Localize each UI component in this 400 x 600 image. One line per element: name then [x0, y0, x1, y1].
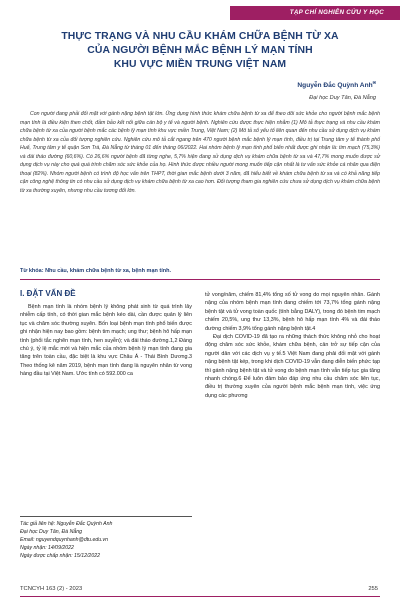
- contact-divider: [20, 516, 192, 517]
- article-title: [20, 30, 380, 72]
- page-number: 255: [368, 586, 378, 592]
- contact-author: Tác giả liên hệ: Nguyễn Đắc Quỳnh Anh: [20, 520, 113, 527]
- footer-journal: TCNCYH 163 (2) - 2023: [20, 586, 83, 592]
- author-contact-icon: ✉: [372, 80, 376, 85]
- section-title: I. ĐẶT VẤN ĐỀ: [20, 289, 76, 298]
- body-column-left: Bệnh mạn tính là nhóm bệnh lý không phát sinh từ quá trình lây nhiễm cấp tính, có thời gian mắc bệnh kéo dài, cần được quản lý liên tục và chăm sóc thường xuyên. Bốn loại bệnh mạn tính phổ biến được ghi nhận hiện nay bao gồm: bệnh tim mạch; ung thư; bệnh hô hấp mạn tính (phổi tắc nghẽn mạn tính, hen suyễn); và đái tháo đường.1,2 Đáng chú ý, tỷ lệ mắc mới và hiện mắc của nhóm bệnh lý mạn tính đang gia tăng trên toàn cầu, đặc biệt là khu vực Châu Á - Thái Bình Dương.3 Theo thống kê năm 2019, bệnh mạn tính đang là nguyên nhân từ vong hàng đầu tại Việt Nam. Ước tính có 592.000 ca: [20, 304, 192, 378]
- title-line-2: CỦA NGƯỜI BỆNH MẮC BỆNH LÝ MẠN TÍNH: [87, 45, 313, 56]
- contact-email: Email: nguyendquynhanh@dtu.edu.vn: [20, 536, 109, 543]
- author-name-text: Nguyễn Đắc Quỳnh Anh: [297, 82, 373, 90]
- accepted-date: Ngày được chấp nhận: 15/12/2022: [20, 553, 100, 560]
- divider: [20, 279, 380, 280]
- body-column-right: [205, 291, 380, 400]
- received-date: Ngày nhận: 14/09/2022: [20, 545, 74, 552]
- keywords: Từ khóa: Nhu cầu, khám chữa bệnh từ xa, bệnh mạn tính.: [20, 268, 171, 274]
- contact-affiliation: Đại học Duy Tân, Đà Nẵng: [20, 528, 82, 535]
- journal-section-tag: TẠP CHÍ NGHIÊN CỨU Y HỌC: [230, 6, 400, 20]
- contact-info: [20, 516, 192, 561]
- body-paragraph: Đại dịch COVID-19 đã tạo ra những thách thức không nhỏ cho hoạt động chăm sóc sức khỏe, khám chữa bệnh, cản trở sự tiếp cận của người dân với các dịch vụ y tế.5 Việt Nam đang phải đối mặt với gánh nặng bệnh tật kép, trong khi dịch COVID-19 vẫn đang diễn biến phức tạp thì gánh nặng bệnh tật và tử vong do bệnh mạn tính vẫn tiếp tục gia tăng nhanh chóng.6 Để luôn đảm bảo đáp ứng nhu cầu chăm sóc liên tục, điều trị thường xuyên của người bệnh mắc bệnh mạn tính, việc ứng dụng các phương: [205, 334, 380, 399]
- title-line-3: KHU VỰC MIỀN TRUNG VIỆT NAM: [113, 59, 287, 70]
- body-paragraph: tử vong/năm, chiếm 81,4% tổng số tử vong do mọi nguyên nhân. Gánh nặng của nhóm bệnh mạn tính đang chiếm tới 73,7% tổng gánh nặng bệnh tật và tử vong toàn quốc (tính bằng DALY), trong đó bệnh tim mạch chiếm 20,5%, ung thư 13,3%, bệnh hô hấp mạn tính 4% và đái tháo đường chiếm 3,9% tổng gánh nặng bệnh tật.4: [205, 292, 380, 332]
- footer-divider: [20, 596, 380, 597]
- title-line-1: THỰC TRẠNG VÀ NHU CẦU KHÁM CHỮA BỆNH TỪ XA: [61, 31, 339, 42]
- abstract: Con người đang phải đối mặt với gánh nặng bệnh tật lớn. Ứng dụng hình thức khám chữa bệnh từ xa để theo dõi sức khỏe cho người bệnh mắc bệnh mạn tính là điều kiện then chốt, đảm bảo kết nối giữa cán bộ y tế và người bệnh. Nghiên cứu được thực hiện nhằm (1) Mô tả thực trạng và nhu cầu khám chữa bệnh từ xa của người bệnh mắc các bệnh lý mạn tính khu vực miền Trung, Việt Nam; (2) Mô tả số yếu tố liên quan đến nhu cầu sử dụng dịch vụ khám chữa bệnh từ xa của đối tượng nghiên cứu. Nghiên cứu mô tả cắt ngang trên 470 người bệnh mắc bệnh lý mạn tính, điều trị tại Trung tâm y tế thành phố Huế, Trung tâm y tế quận Sơn Trà, Đà Nẵng từ tháng 01 đến tháng 06/2022. Hai nhóm bệnh lý mạn tính phổ biến nhất được ghi nhận là: tim mạch (75,3%) và đái tháo đường (60,6%). Có 26,6% người bệnh đã từng nghe, 5,7% hiện đang sử dụng dịch vụ khám chữa bệnh từ xa và 47,7% mong muốn được sử dụng dịch vụ này cho quá quá trình chăm sóc sức khỏe của họ. Hình thức được nhiều người mong muốn tiếp cận nhất là tư vấn sức khỏe cá nhân qua điện thoại (82%). Nhóm người bệnh có trình độ học vấn trên THPT, thời gian mắc bệnh dưới 3 năm, đã hiểu biết về khám chữa bệnh từ xa và có khả năng tiếp cận công nghệ thông tin có nhu cầu sử dụng dịch vụ khám chữa bệnh từ xa cao hơn. Đối tượng tham gia nghiên cứu chưa sử dụng dịch vụ khám chữa bệnh từ xa thường xuyên, nhưng nhu cầu tương đối lớn.: [20, 111, 380, 194]
- author-affiliation: Đại học Duy Tân, Đà Nẵng: [309, 95, 376, 101]
- author-name: [297, 80, 376, 89]
